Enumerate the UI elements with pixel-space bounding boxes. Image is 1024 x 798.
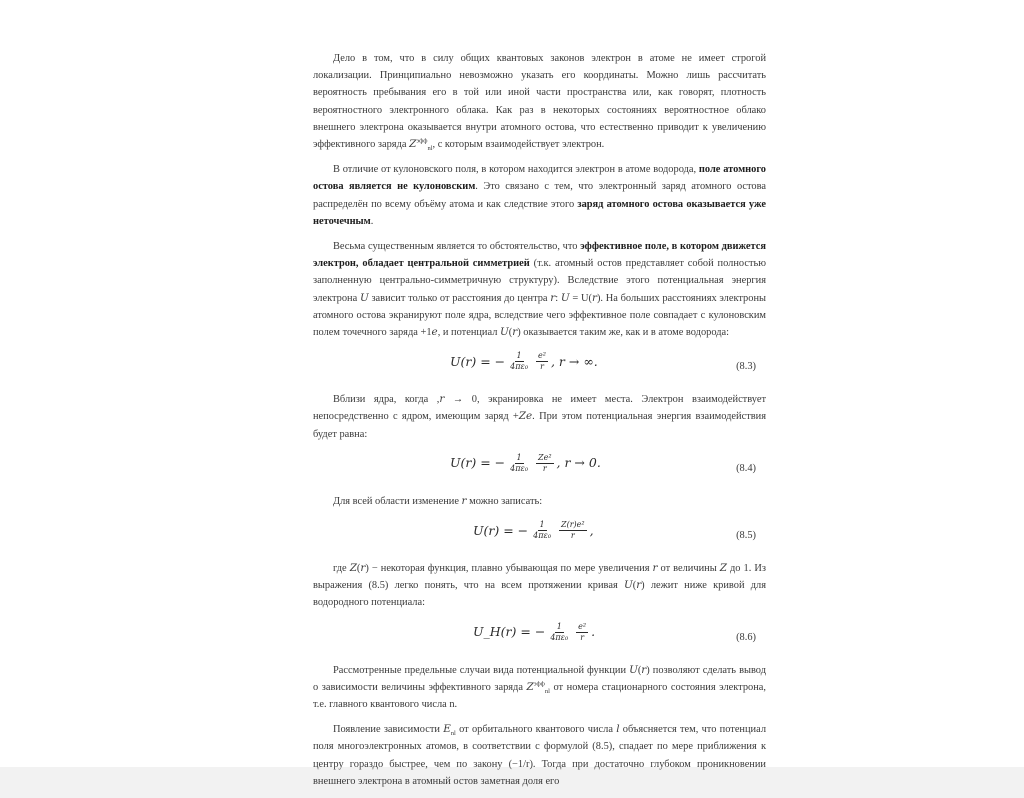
text-run: можно записать:: [466, 495, 543, 507]
math-symbol: l: [616, 723, 620, 736]
math-symbol: r: [461, 494, 467, 507]
text-run: от орбитального квантового числа: [455, 724, 617, 736]
text-run: (: [637, 664, 642, 676]
math-symbol: r: [652, 562, 658, 575]
document-sheet: [313, 50, 766, 798]
eq-coefficient: $\frac{1}{\text{4πε₀}}$: [510, 351, 529, 372]
text-run: = U(: [569, 292, 592, 304]
eq-lhs: U_H(r) = −: [473, 624, 546, 640]
math-symbol: Z: [349, 562, 357, 575]
eq-coefficient: $\frac{1}{\text{4πε₀}}$: [510, 452, 529, 473]
math-symbol: r: [636, 579, 642, 592]
math-symbol: Z: [719, 562, 727, 575]
math-symbol: r: [360, 562, 366, 575]
math-symbol: r: [641, 663, 647, 676]
text-run: (: [508, 327, 513, 339]
text-run: . Это связано с тем, что электронный заряд атомного остова распределён по всему объёму атома и как следствие этого: [313, 181, 766, 210]
equation-8-5: [313, 518, 766, 552]
text-run: зависит только от расстояния до центра: [368, 292, 551, 304]
text-run: Для всей области изменение: [333, 495, 462, 507]
text-run: от величины: [657, 563, 720, 575]
paragraph-z-function: [313, 560, 766, 612]
equation-8-3: [313, 349, 766, 383]
eq-tail: ,: [589, 522, 594, 538]
math-symbol: U: [629, 663, 638, 676]
paragraph-limiting-cases: [313, 662, 766, 714]
text-run: ) оказывается таким же, как и в атоме водорода:: [517, 327, 730, 339]
equation-8-4-formula: [450, 453, 601, 474]
text-run: . При этом потенциальная энергия взаимодействия будет равна:: [313, 411, 766, 440]
paragraph-localization: [313, 50, 766, 153]
text-run: (−1/r): [508, 758, 533, 770]
math-symbol: Ze: [518, 410, 533, 423]
eq-fraction: $\frac{\text{e²}}{r}$: [578, 621, 587, 642]
text-run: :: [555, 292, 561, 304]
equation-8-3-formula: [450, 351, 598, 372]
paragraph-near-nucleus: [313, 391, 766, 443]
text-run: → 0, экранировка не имеет места. Электрон взаимодействует непосредственно с ядром, имеющим заряд +: [313, 394, 766, 423]
text-run: Весьма существенным является то обстоятельство, что: [333, 241, 581, 253]
eq-coefficient: $\frac{1}{\text{4πε₀}}$: [533, 520, 552, 541]
math-symbol: $Z^{эфф}_{nl}$: [409, 137, 433, 153]
eq-fraction: $\frac{\text{Z(r)e²}}{r}$: [561, 520, 585, 541]
math-symbol: $Z^{эфф}_{nl}$: [526, 680, 550, 695]
eq-tail: .: [591, 624, 596, 640]
text-run: ). На больших расстояниях электроны атомного остова экранируют поле ядра, вследствие чего эффективное поле совпадает с кулоновским полем точечного заряда +1: [313, 292, 766, 339]
math-symbol: U: [499, 326, 509, 339]
math-symbol: r: [591, 291, 597, 304]
paragraph-whole-region: [313, 493, 766, 510]
text-run: (: [356, 563, 361, 575]
text-run: , и потенциал: [437, 327, 500, 339]
bold-text-run: поле атомного остова является не кулоновским: [313, 164, 767, 193]
text-run: В отличие от кулоновского поля, в котором находится электрон в атоме водорода,: [333, 164, 699, 176]
equation-8-5-formula: [473, 520, 594, 541]
eq-fraction: $\frac{\text{Ze²}}{r}$: [538, 452, 552, 473]
equation-8-6-formula: [473, 622, 595, 643]
text-run: Появление зависимости: [333, 724, 444, 736]
eq-lhs: U(r) = −: [473, 522, 529, 538]
math-symbol: U: [560, 291, 570, 304]
eq-coefficient: $\frac{1}{\text{4πε₀}}$: [550, 621, 569, 642]
math-symbol: r: [439, 393, 445, 406]
math-symbol: U: [359, 291, 369, 304]
math-symbol: r: [512, 326, 518, 339]
text-run: от номера стационарного состояния электрона, т.е. главного квантового числа n.: [313, 681, 766, 711]
text-run: , с которым взаимодействует электрон.: [432, 139, 605, 151]
equation-number: (8.5): [736, 530, 756, 542]
text-run: Вблизи ядра, когда ,: [333, 394, 440, 406]
bold-text-run: эффективное поле, в котором движется электрон, обладает центральной симметрией: [313, 241, 766, 270]
text-run: (т.к. атомный остов представляет собой полностью заполненную центрально-симметричную структуру). Вследствие этого потенциальная энергия электрона: [313, 258, 766, 304]
eq-tail: , r → 0.: [556, 455, 601, 471]
bold-text-run: заряд атомного остова оказывается уже неточечным: [313, 198, 766, 227]
paragraph-orbital-dependence: [313, 721, 766, 790]
text-run: Дело в том, что в силу общих квантовых законов электрон в атоме не имеет строгой локализации. Принципиально невозможно указать его координаты. Можно лишь рассчитать вероятность пребывания его в той или иной части пространства или, как говорят, плотность вероятностного электронного облака. Как раз в некоторых состояниях вероятностное облако внешнего электрона оказывается внутри атомного остова, что естественно приводит к увеличению эффективного заряда: [313, 53, 766, 151]
equation-number: (8.3): [736, 361, 756, 373]
text-run: (: [632, 580, 637, 592]
equation-number: (8.6): [736, 631, 756, 643]
eq-lhs: U(r) = −: [450, 353, 506, 369]
text-run: . Тогда при достаточно глубоком проникновении внешнего электрона в атомный остов заметная доля его: [313, 758, 766, 787]
equation-8-4: [313, 451, 766, 485]
equation-number: (8.4): [736, 462, 756, 474]
eq-fraction: $\frac{\text{e²}}{r}$: [538, 351, 546, 372]
math-symbol: r: [550, 291, 556, 304]
equation-8-6: [313, 620, 766, 654]
text-run: ) лежит ниже кривой для водородного потенциала:: [313, 580, 766, 609]
text-run: до 1. Из выражения (8.5) легко понять, что на всем протяжении кривая: [313, 563, 766, 592]
math-symbol: U: [623, 579, 633, 592]
text-run: ) − некоторая функция, плавно убывающая по мере увеличения: [365, 563, 653, 575]
eq-tail: , r → ∞.: [550, 353, 598, 369]
text-run: объясняется тем, что потенциал поля многоэлектронных атомов, в соответствии с формулой (8.5), спадает по мере приближения к центру гораздо быстрее, чем по закону: [313, 724, 766, 770]
text-run: ) позволяют сделать вывод о зависимости величины эффективного заряда: [313, 664, 766, 693]
paragraph-non-coulomb-field: [313, 161, 766, 230]
text-run: Рассмотренные предельные случаи вида потенциальной функции: [333, 664, 630, 676]
math-symbol: $E_{nl}$: [443, 723, 456, 738]
text-run: .: [370, 215, 374, 227]
paragraph-central-symmetry: [313, 238, 766, 341]
text-run: где: [333, 563, 350, 575]
eq-lhs: U(r) = −: [450, 455, 506, 471]
math-symbol: e: [431, 326, 438, 339]
